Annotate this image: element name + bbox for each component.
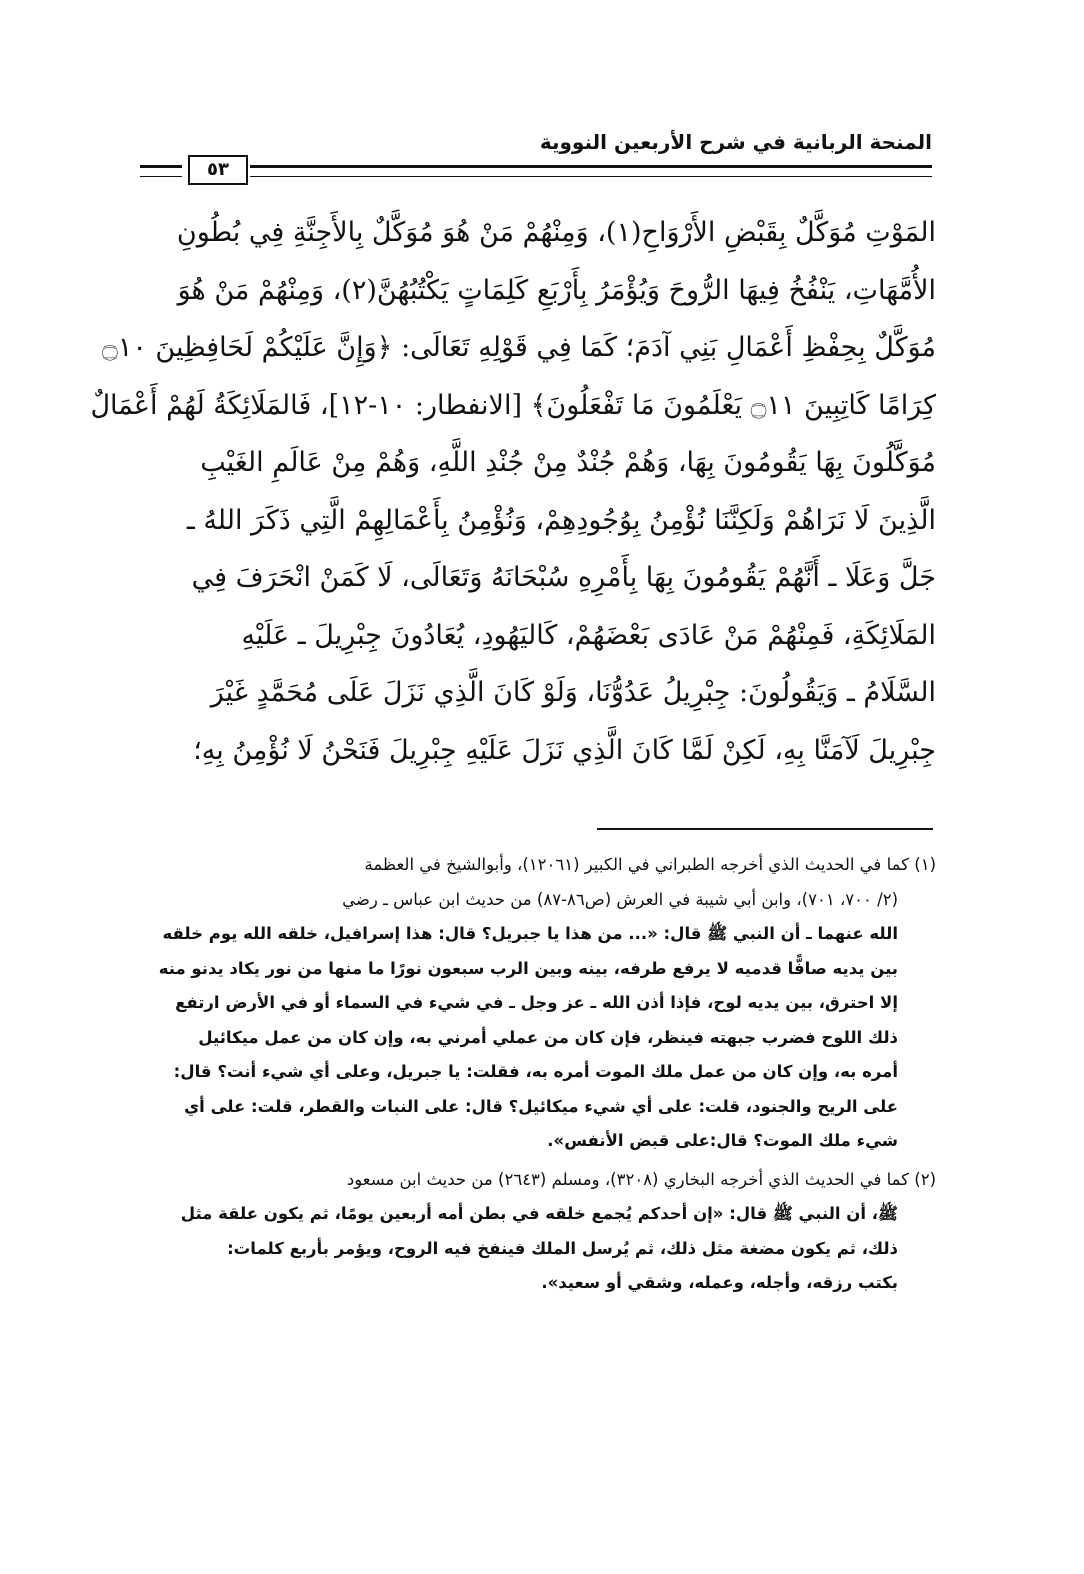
text-line: الَّذِينَ لَا نَرَاهُمْ وَلَكِنَّنَا نُؤْمِنُ بِوُجُودِهِمْ، وَنُؤْمِنُ بِأَعْمَالِهِمْ الَّتِي ذَكَرَ اللهُ ـ [186, 504, 936, 536]
footnote-line: الله عنهما ـ أن النبي ﷺ قال: «... من هذا يا جبريل؟ قال: هذا إسرافيل، خلقه الله يوم خلقه [162, 924, 898, 943]
text-line: جِبْرِيلَ لَآمَنَّا بِهِ، لَكِنْ لَمَّا كَانَ الَّذِي نَزَلَ عَلَيْهِ جِبْرِيلَ فَنَحْنُ لَا نُؤْمِنُ بِهِ؛ [193, 734, 936, 766]
footnote-line: (٢) كما في الحديث الذي أخرجه البخاري (٣٢٠٨)، ومسلم (٢٦٤٣) من حديث ابن مسعود [346, 1169, 936, 1189]
header-rule-right [250, 165, 932, 177]
running-title: المنحة الربانية في شرح الأربعين النووية [539, 130, 932, 154]
page-number: ٥٣ [188, 155, 248, 185]
header-rule-left [140, 165, 182, 177]
footnote-line: أمره به، وإن كان من عمل ملك الموت أمره به، فقلت: يا جبريل، وعلى أي شيء أنت؟ قال: [173, 1062, 898, 1081]
header-rule [140, 160, 932, 178]
text-line: مُوَكَّلٌ بِحِفْظِ أَعْمَالِ بَنِي آدَمَ؛ كَمَا فِي قَوْلِهِ تَعَالَى: ﴿وَإِنَّ عَلَيْكُمْ لَحَافِظِينَ ۝١٠ [102, 332, 936, 363]
footnote-line: بين يديه صافًّا قدميه لا يرفع طرفه، بينه وبين الرب سبعون نورًا ما منها من نور يكاد يدنو منه [158, 958, 898, 978]
text-line: المَلَائِكَةِ، فَمِنْهُمْ مَنْ عَادَى بَعْضَهُمْ، كَاليَهُودِ، يُعَادُونَ جِبْرِيلَ ـ عَلَيْهِ [241, 619, 936, 651]
footnote-line: بكتب رزقه، وأجله، وعمله، وشقي أو سعيد». [541, 1273, 898, 1292]
text-line: جَلَّ وَعَلَا ـ أَنَّهُمْ يَقُومُونَ بِهَا بِأَمْرِهِ سُبْحَانَهُ وَتَعَالَى، لَا كَمَنْ انْحَرَفَ فِي [191, 562, 936, 593]
footnote-line: ذلك اللوح فضرب جبهته فينظر، فإن كان من عملي أمرني به، وإن كان من عمل ميكائيل [198, 1027, 898, 1047]
footnote-1 [136, 848, 936, 1159]
main-text [90, 204, 936, 779]
footnotes [136, 848, 936, 1301]
text-line: مُوَكَّلُونَ بِهَا يَقُومُونَ بِهَا، وَهُمْ جُنْدٌ مِنْ جُنْدِ اللَّهِ، وَهُمْ مِنْ عَالَمِ الغَيْبِ [200, 447, 936, 478]
footnote-line: على الريح والجنود، قلت: على أي شيء ميكائيل؟ قال: على النبات والقطر، قلت: على أي [184, 1096, 898, 1116]
footnote-line: (٢/ ٧٠٠، ٧٠١)، وابن أبي شيبة في العرش (ص٨٦-٨٧) من حديث ابن عباس ـ رضي [342, 889, 898, 909]
text-line: السَّلَامُ ـ وَيَقُولُونَ: جِبْرِيلُ عَدُوُّنَا، وَلَوْ كَانَ الَّذِي نَزَلَ عَلَى مُحَمَّدٍ غَيْرَ [210, 677, 936, 708]
text-line: الأُمَّهَاتِ، يَنْفُخُ فِيهَا الرُّوحَ وَيُؤْمَرُ بِأَرْبَعِ كَلِمَاتٍ يَكْتُبُهُنَّ(٢)، وَمِنْهُمْ مَنْ هُوَ [177, 274, 936, 306]
footnote-line: شيء ملك الموت؟ قال:على قبض الأنفس». [547, 1131, 898, 1150]
footnote-line: ﷺ، أن النبي ﷺ قال: «إن أحدكم يُجمع خلقه في بطن أمه أربعين يومًا، ثم يكون علقة مثل [180, 1204, 898, 1223]
footnote-line: ذلك، ثم يكون مضغة مثل ذلك، ثم يُرسل الملك فينفخ فيه الروح، ويؤمر بأربع كلمات: [227, 1238, 898, 1258]
page-header [140, 118, 932, 186]
footnote-divider [597, 828, 933, 830]
text-line: كِرَامًا كَاتِبِينَ ۝١١ يَعْلَمُونَ مَا تَفْعَلُونَ﴾ [الانفطار: ١٠-١٢]، فَالمَلَائِكَةُ لَهُمْ أَعْمَالٌ [90, 389, 936, 421]
footnote-2 [136, 1163, 936, 1301]
footnote-line: إلا احترق، بين يديه لوح، فإذا أذن الله ـ عز وجل ـ في شيء في السماء أو في الأرض ارتفع [175, 993, 898, 1012]
text-line: المَوْتِ مُوَكَّلٌ بِقَبْضِ الأَرْوَاحِ(١)، وَمِنْهُمْ مَنْ هُوَ مُوَكَّلٌ بِالأَجِنَّةِ فِي بُطُونِ [176, 217, 936, 248]
footnote-line: (١) كما في الحديث الذي أخرجه الطبراني في الكبير (١٢٠٦١)، وأبوالشيخ في العظمة [364, 855, 936, 874]
